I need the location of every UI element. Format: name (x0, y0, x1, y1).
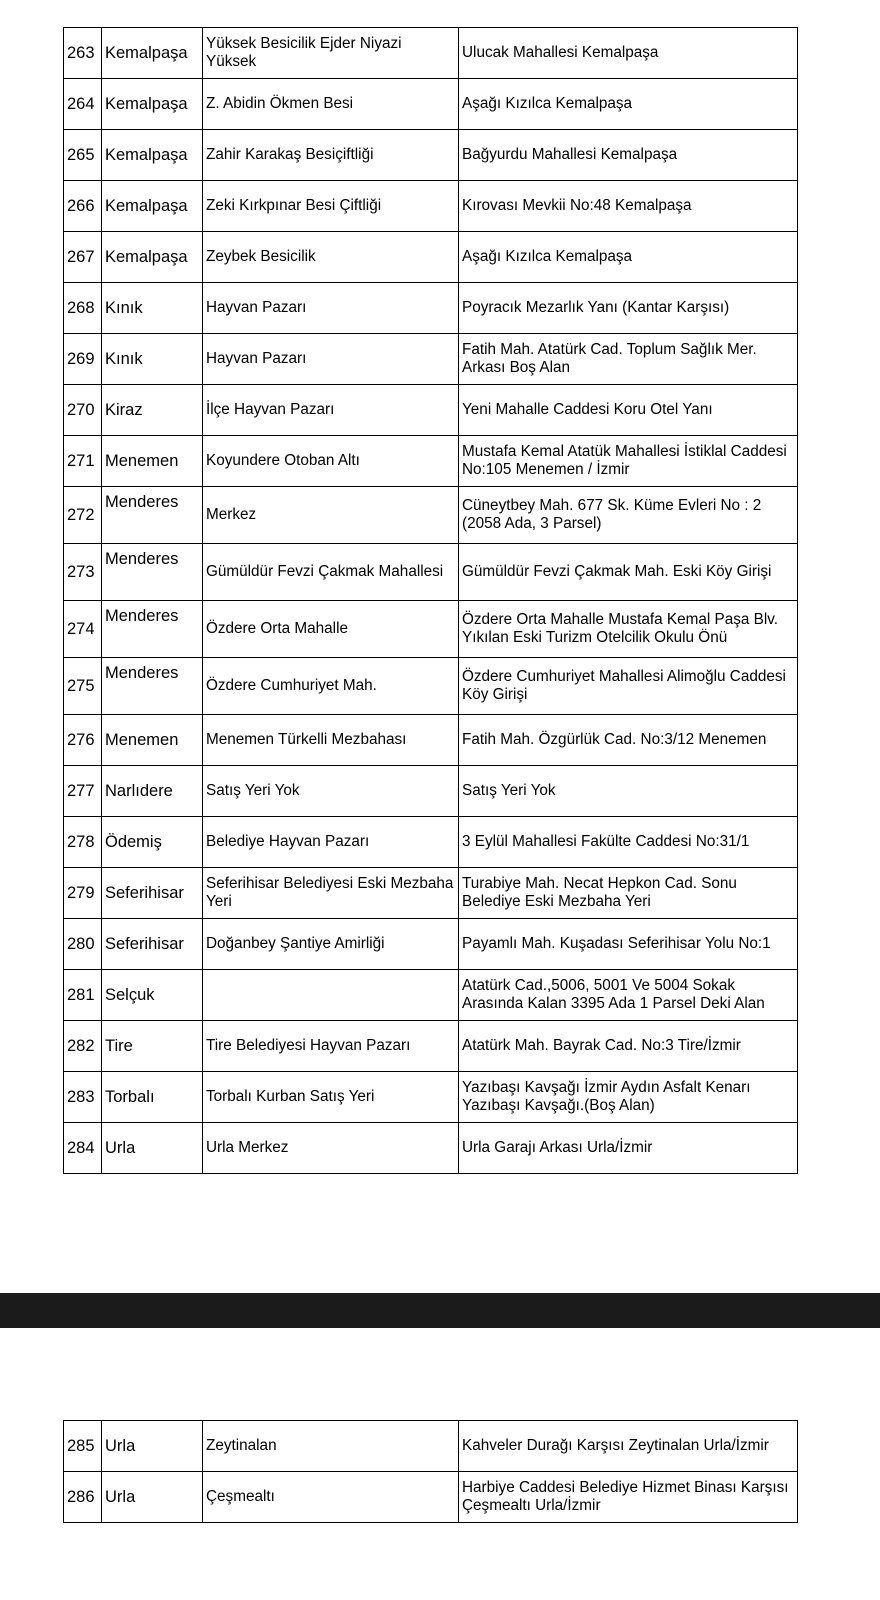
row-number: 278 (64, 817, 102, 868)
address-cell: Aşağı Kızılca Kemalpaşa (459, 79, 798, 130)
row-number: 265 (64, 130, 102, 181)
place-name-cell: Gümüldür Fevzi Çakmak Mahallesi (203, 544, 459, 601)
place-name-cell: Zeytinalan (203, 1421, 459, 1472)
table-row (64, 970, 798, 1021)
district-cell: Tire (102, 1021, 203, 1072)
page-separator-bar (0, 1293, 880, 1328)
row-number: 270 (64, 385, 102, 436)
district-cell: Torbalı (102, 1072, 203, 1123)
table-row (64, 232, 798, 283)
district-cell: Kemalpaşa (102, 79, 203, 130)
place-name-cell: Zeybek Besicilik (203, 232, 459, 283)
address-cell: Atatürk Mah. Bayrak Cad. No:3 Tire/İzmir (459, 1021, 798, 1072)
district-cell: Kemalpaşa (102, 28, 203, 79)
address-cell (459, 601, 798, 658)
place-name-cell: Tire Belediyesi Hayvan Pazarı (203, 1021, 459, 1072)
district-cell: Menderes (102, 544, 203, 601)
address-cell: Mustafa Kemal Atatük Mahallesi İstiklal Caddesi No:105 Menemen / İzmir (459, 436, 798, 487)
place-name-cell: Hayvan Pazarı (203, 334, 459, 385)
place-name-cell: Menemen Türkelli Mezbahası (203, 715, 459, 766)
table-row (64, 919, 798, 970)
district-cell: Ödemiş (102, 817, 203, 868)
row-number: 268 (64, 283, 102, 334)
table-row (64, 334, 798, 385)
address-cell: Bağyurdu Mahallesi Kemalpaşa (459, 130, 798, 181)
district-cell: Kiraz (102, 385, 203, 436)
place-name-cell: Satış Yeri Yok (203, 766, 459, 817)
address-cell: Cüneytbey Mah. 677 Sk. Küme Evleri No : 2 (2058 Ada, 3 Parsel) (459, 487, 798, 544)
address-cell: Gümüldür Fevzi Çakmak Mah. Eski Köy Girişi (459, 544, 798, 601)
address-cell: Ulucak Mahallesi Kemalpaşa (459, 28, 798, 79)
address-cell: Fatih Mah. Özgürlük Cad. No:3/12 Menemen (459, 715, 798, 766)
address-cell: Özdere Cumhuriyet Mahallesi Alimoğlu Caddesi Köy Girişi (459, 658, 798, 715)
address-cell: Poyracık Mezarlık Yanı (Kantar Karşısı) (459, 283, 798, 334)
place-name-cell: Torbalı Kurban Satış Yeri (203, 1072, 459, 1123)
district-cell: Narlıdere (102, 766, 203, 817)
sales-locations-table-top (63, 27, 798, 1174)
row-number: 267 (64, 232, 102, 283)
table-row (64, 28, 798, 79)
address-cell: Urla Garajı Arkası Urla/İzmir (459, 1123, 798, 1174)
row-number: 266 (64, 181, 102, 232)
address-cell: Payamlı Mah. Kuşadası Seferihisar Yolu No:1 (459, 919, 798, 970)
row-number: 280 (64, 919, 102, 970)
row-number: 271 (64, 436, 102, 487)
row-number: 272 (64, 487, 102, 544)
district-cell: Kınık (102, 283, 203, 334)
table-row (64, 1021, 798, 1072)
place-name-cell: Zahir Karakaş Besiçiftliği (203, 130, 459, 181)
place-name-cell: Doğanbey Şantiye Amirliği (203, 919, 459, 970)
row-number: 277 (64, 766, 102, 817)
district-cell: Menderes (102, 658, 203, 715)
district-cell: Kemalpaşa (102, 130, 203, 181)
table-row (64, 436, 798, 487)
row-number: 283 (64, 1072, 102, 1123)
place-name-cell: Belediye Hayvan Pazarı (203, 817, 459, 868)
place-name-cell: Urla Merkez (203, 1123, 459, 1174)
district-cell: Menderes (102, 601, 203, 658)
row-number: 269 (64, 334, 102, 385)
row-number: 281 (64, 970, 102, 1021)
table-row (64, 658, 798, 715)
address-cell: Harbiye Caddesi Belediye Hizmet Binası Karşısı Çeşmealtı Urla/İzmir (459, 1472, 798, 1523)
row-number: 284 (64, 1123, 102, 1174)
district-cell: Selçuk (102, 970, 203, 1021)
table-row (64, 1072, 798, 1123)
table-row (64, 1123, 798, 1174)
address-cell: Turabiye Mah. Necat Hepkon Cad. Sonu Belediye Eski Mezbaha Yeri (459, 868, 798, 919)
place-name-cell: Özdere Orta Mahalle (203, 601, 459, 658)
address-line: Yıkılan Eski Turizm Otelcilik Okulu Önü (462, 629, 728, 646)
place-name-cell: Zeki Kırkpınar Besi Çiftliği (203, 181, 459, 232)
district-cell: Menemen (102, 715, 203, 766)
district-cell: Urla (102, 1421, 203, 1472)
district-cell: Urla (102, 1123, 203, 1174)
place-name-cell: Özdere Cumhuriyet Mah. (203, 658, 459, 715)
district-cell: Seferihisar (102, 919, 203, 970)
address-line: Özdere Orta Mahalle Mustafa Kemal Paşa Blv. (462, 611, 778, 628)
address-cell: Atatürk Cad.,5006, 5001 Ve 5004 Sokak Arasında Kalan 3395 Ada 1 Parsel Deki Alan (459, 970, 798, 1021)
address-cell: Yazıbaşı Kavşağı İzmir Aydın Asfalt Kenarı Yazıbaşı Kavşağı.(Boş Alan) (459, 1072, 798, 1123)
address-cell: Aşağı Kızılca Kemalpaşa (459, 232, 798, 283)
address-cell: Satış Yeri Yok (459, 766, 798, 817)
row-number: 286 (64, 1472, 102, 1523)
place-name-cell: Çeşmealtı (203, 1472, 459, 1523)
row-number: 282 (64, 1021, 102, 1072)
row-number: 276 (64, 715, 102, 766)
table-row (64, 544, 798, 601)
row-number: 285 (64, 1421, 102, 1472)
table-row (64, 817, 798, 868)
district-cell: Kemalpaşa (102, 232, 203, 283)
table-row (64, 868, 798, 919)
table-row (64, 715, 798, 766)
row-number: 264 (64, 79, 102, 130)
district-cell: Urla (102, 1472, 203, 1523)
table-row (64, 385, 798, 436)
table-row (64, 487, 798, 544)
district-cell: Seferihisar (102, 868, 203, 919)
district-cell: Menemen (102, 436, 203, 487)
row-number: 273 (64, 544, 102, 601)
table-row (64, 601, 798, 658)
address-cell: Kırovası Mevkii No:48 Kemalpaşa (459, 181, 798, 232)
table-row (64, 1421, 798, 1472)
row-number: 263 (64, 28, 102, 79)
address-cell: Kahveler Durağı Karşısı Zeytinalan Urla/İzmir (459, 1421, 798, 1472)
place-name-cell: İlçe Hayvan Pazarı (203, 385, 459, 436)
address-cell: Yeni Mahalle Caddesi Koru Otel Yanı (459, 385, 798, 436)
table-row (64, 79, 798, 130)
row-number: 279 (64, 868, 102, 919)
table-row (64, 766, 798, 817)
table-row (64, 1472, 798, 1523)
district-cell: Kınık (102, 334, 203, 385)
place-name-cell: Seferihisar Belediyesi Eski Mezbaha Yeri (203, 868, 459, 919)
row-number: 274 (64, 601, 102, 658)
address-cell: 3 Eylül Mahallesi Fakülte Caddesi No:31/1 (459, 817, 798, 868)
table-row (64, 283, 798, 334)
district-cell: Menderes (102, 487, 203, 544)
place-name-cell: Hayvan Pazarı (203, 283, 459, 334)
table-row (64, 181, 798, 232)
place-name-cell: Yüksek Besicilik Ejder Niyazi Yüksek (203, 28, 459, 79)
place-name-cell (203, 970, 459, 1021)
sales-locations-table-bottom (63, 1420, 798, 1523)
place-name-cell: Koyundere Otoban Altı (203, 436, 459, 487)
row-number: 275 (64, 658, 102, 715)
table-row (64, 130, 798, 181)
address-cell: Fatih Mah. Atatürk Cad. Toplum Sağlık Mer. Arkası Boş Alan (459, 334, 798, 385)
place-name-cell: Merkez (203, 487, 459, 544)
place-name-cell: Z. Abidin Ökmen Besi (203, 79, 459, 130)
district-cell: Kemalpaşa (102, 181, 203, 232)
